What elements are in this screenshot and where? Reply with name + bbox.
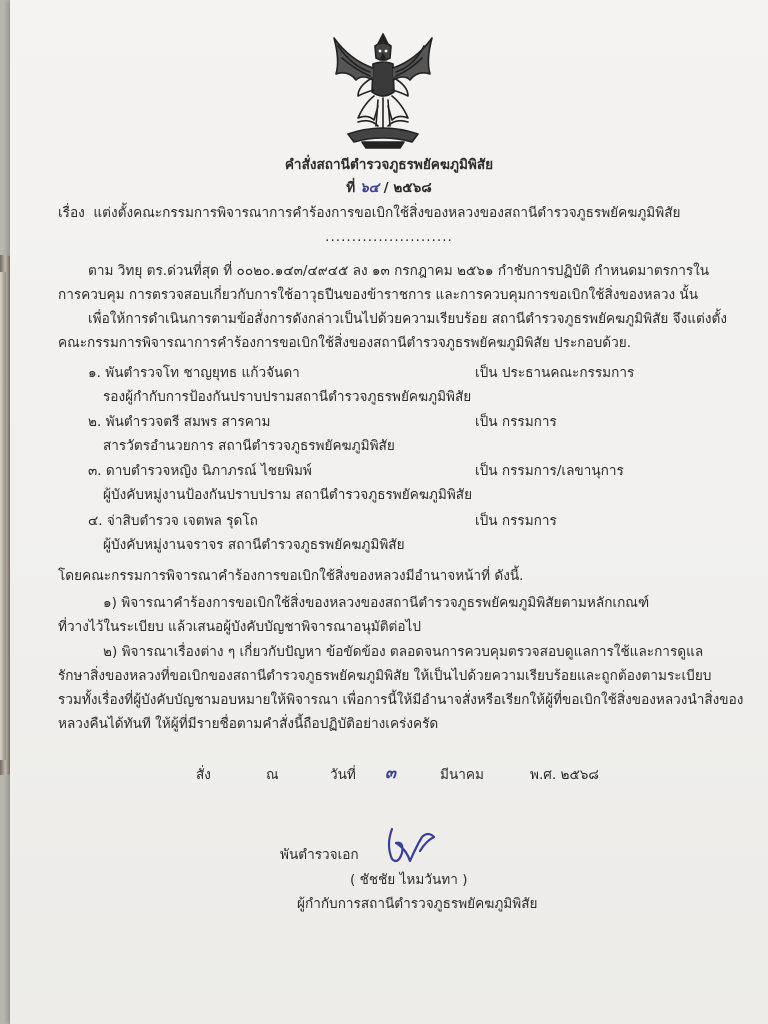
date-day-label: วันที่ <box>330 767 356 783</box>
order-number-handwritten: ๖๔ <box>359 180 379 196</box>
date-na: ณ <box>266 767 279 783</box>
duty-2-line-2: รักษาสิ่งของหลวงที่ขอเบิกของสถานีตำรวจภูธรพยัคฆภูมิพิสัย ให้เป็นไปด้วยความเรียบร้อยและถูกต้องตามระเบียบ <box>58 668 712 684</box>
order-number-year: / ๒๕๖๘ <box>383 180 432 196</box>
duties-intro: โดยคณะกรรมการพิจารณาคำร้องการขอเบิกใช้สิ่งของหลวงมีอำนาจหน้าที่ ดังนี้. <box>58 568 524 584</box>
document-page <box>10 0 768 1024</box>
date-sang: สั่ง <box>196 767 211 783</box>
signer-rank: พันตำรวจเอก <box>280 847 359 863</box>
subject-text: แต่งตั้งคณะกรรมการพิจารณาการคำร้องการขอเบิกใช้สิ่งของหลวงของสถานีตำรวจภูธรพยัคฆภูมิพิสัย <box>93 205 681 221</box>
signer-position: ผู้กำกับการสถานีตำรวจภูธรพยัคฆภูมิพิสัย <box>297 896 538 912</box>
duty-1-line-2: ที่วางไว้ในระเบียบ แล้วเสนอผู้บังคับบัญชาพิจารณาอนุมัติต่อไป <box>58 619 422 635</box>
separator-dots: ........................ <box>325 229 453 245</box>
duty-2-line-3: รวมทั้งเรื่องที่ผู้บังคับบัญชามอบหมายให้พิจารณา เพื่อการนี้ให้มีอำนาจสั่งหรือเรียกให้ผู้ที่ขอเบิกใช้สิ่งของหลวงนำสิ่งของ <box>58 692 744 708</box>
duty-2-line-1: ๒) พิจารณาเรื่องต่าง ๆ เกี่ยวกับปัญหา ข้อขัดข้อง ตลอดจนการควบคุมตรวจสอบดูแลการใช้และการดูแล <box>103 644 704 660</box>
member-2-position: สารวัตรอำนวยการ สถานีตำรวจภูธรพยัคฆภูมิพิสัย <box>103 438 395 454</box>
member-1-role: เป็น ประธานคณะกรรมการ <box>475 365 635 381</box>
member-4-role: เป็น กรรมการ <box>475 513 557 529</box>
member-3-role: เป็น กรรมการ/เลขานุการ <box>475 463 624 479</box>
member-1-position: รองผู้กำกับการป้องกันปราบปรามสถานีตำรวจภูธรพยัคฆภูมิพิสัย <box>103 389 472 405</box>
date-year: พ.ศ. ๒๕๖๘ <box>530 767 599 783</box>
date-day-handwritten: ๓ <box>385 763 396 782</box>
paragraph-1-line-1: ตาม วิทยุ ตร.ด่วนที่สุด ที่ ๐๐๒๐.๑๔๓/๔๙๔๕ ลง ๑๓ กรกฎาคม ๒๕๖๑ กำชับการปฏิบัติ กำหนดมาตรการใน <box>88 263 710 279</box>
member-2-role: เป็น กรรมการ <box>475 414 557 430</box>
signer-name: ( ชัชชัย ไหมวันทา ) <box>350 872 468 888</box>
paragraph-2-line-1: เพื่อให้การดำเนินการตามข้อสั่งการดังกล่าวเป็นไปด้วยความเรียบร้อย สถานีตำรวจภูธรพยัคฆภูมิพิสัย จึงแต่งตั้ง <box>88 311 727 327</box>
order-number <box>10 179 768 197</box>
signature-mark <box>382 823 438 867</box>
duty-2-line-4: หลวงคืนได้ทันที ให้ผู้ที่มีรายชื่อตามคำสั่งนี้ถือปฏิบัติอย่างเคร่งครัด <box>58 716 439 732</box>
paragraph-2-line-2: คณะกรรมการพิจารณาการคำร้องการขอเบิกใช้สิ่งของสถานีตำรวจภูธรพยัคฆภูมิพิสัย ประกอบด้วย. <box>58 335 632 351</box>
garuda-emblem-icon <box>328 30 438 152</box>
subject-line <box>58 204 680 222</box>
member-3-position: ผู้บังคับหมู่งานป้องกันปราบปราม สถานีตำรวจภูธรพยัคฆภูมิพิสัย <box>103 487 473 503</box>
duty-1-line-1: ๑) พิจารณาคำร้องการขอเบิกใช้สิ่งของหลวงของสถานีตำรวจภูธรพยัคฆภูมิพิสัยตามหลักเกณฑ์ <box>103 595 650 611</box>
member-3-name: ๓. ดาบตำรวจหญิง นิภาภรณ์ ไชยพิมพ์ <box>88 463 312 479</box>
member-4-name: ๔. จ่าสิบตำรวจ เจตพล รุดโถ <box>88 513 258 529</box>
member-2-name: ๒. พันตำรวจตรี สมพร สารคาม <box>88 414 271 430</box>
order-number-prefix: ที่ <box>346 180 356 196</box>
pen-clip <box>0 272 6 760</box>
member-4-position: ผู้บังคับหมู่งานจราจร สถานีตำรวจภูธรพยัคฆภูมิพิสัย <box>103 537 405 553</box>
member-1-name: ๑. พันตำรวจโท ชาญยุทธ แก้วจันดา <box>88 365 300 381</box>
subject-label: เรื่อง <box>58 205 85 221</box>
order-title: คำสั่งสถานีตำรวจภูธรพยัคฆภูมิพิสัย <box>284 157 494 173</box>
paragraph-1-line-2: การควบคุม การตรวจสอบเกี่ยวกับการใช้อาวุธปืนของข้าราชการ และการควบคุมการขอเบิกใช้สิ่งของหลวง นั้น <box>58 287 699 303</box>
date-month: มีนาคม <box>440 767 484 783</box>
